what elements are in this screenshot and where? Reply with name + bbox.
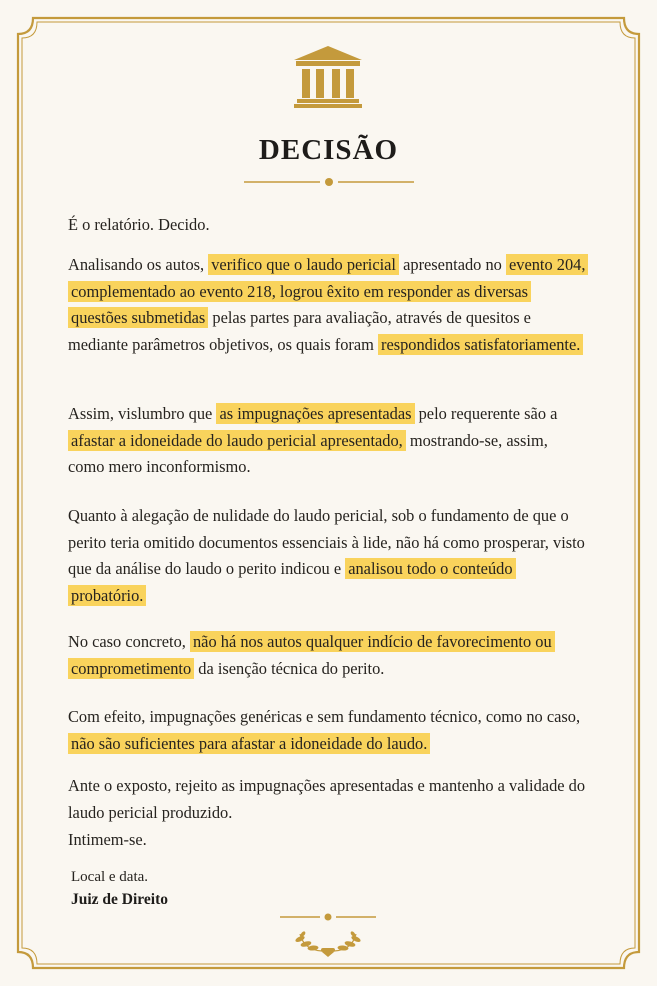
highlighted-text: evento 204, complementado ao evento 218, logrou êxito em responder as diversas questões submetidas bbox=[68, 254, 588, 328]
title-divider bbox=[244, 176, 414, 188]
text: Analisando os autos, bbox=[68, 255, 209, 274]
text: Ante o exposto, rejeito as impugnações apresentadas e mantenho a validade do laudo pericial produzido. bbox=[68, 776, 586, 822]
text: É o relatório. Decido. bbox=[68, 215, 210, 234]
highlighted-text: não são suficientes para afastar a idoneidade do laudo. bbox=[68, 733, 430, 754]
courthouse-columns-icon bbox=[292, 44, 364, 108]
paragraph-impugnacoes bbox=[68, 401, 588, 481]
paragraph-analise-laudo bbox=[68, 252, 588, 358]
highlighted-text: respondidos satisfatoriamente. bbox=[378, 334, 583, 355]
highlighted-text: as impugnações apresentadas bbox=[216, 403, 414, 424]
page-title: DECISÃO bbox=[258, 134, 399, 166]
text: No caso concreto, bbox=[68, 632, 190, 651]
text: da isenção técnica do perito. bbox=[194, 658, 385, 678]
paragraph-dispositivo bbox=[68, 773, 588, 826]
text: pelas partes para avaliação, através de quesitos e mediante parâmetros objetivos, os quais foram bbox=[68, 308, 531, 354]
text: Intimem-se. bbox=[68, 830, 147, 849]
highlighted-text: não há nos autos qualquer indício de favorecimento ou comprometimento bbox=[68, 631, 555, 679]
laurel-wreath-icon bbox=[292, 930, 364, 958]
paragraph-efeito bbox=[68, 704, 588, 757]
text: Quanto à alegação de nulidade do laudo pericial, sob o fundamento de que o perito teria omitido documentos essenciais à lide, não há como prosperar, visto que da análise do laudo o perito indicou e bbox=[68, 506, 585, 578]
paragraph-nulidade bbox=[68, 503, 588, 609]
paragraph-caso-concreto bbox=[68, 629, 588, 682]
paragraph-relatorio bbox=[68, 212, 588, 239]
signature-judge: Juiz de Direito bbox=[71, 891, 169, 908]
highlighted-text: verifico que o laudo pericial bbox=[208, 254, 399, 275]
text: pelo requerente são a bbox=[414, 404, 558, 423]
signature-place-date: Local e data. bbox=[71, 869, 149, 885]
text: Assim, vislumbro que bbox=[68, 404, 217, 423]
highlighted-text: analisou todo o conteúdo probatório. bbox=[68, 558, 516, 606]
highlighted-text: afastar a idoneidade do laudo pericial apresentado, bbox=[68, 430, 406, 451]
paragraph-intimem bbox=[68, 827, 588, 854]
text: Com efeito, impugnações genéricas e sem fundamento técnico, como no caso, bbox=[68, 707, 581, 726]
text: mostrando-se, assim, como mero inconformismo. bbox=[68, 430, 548, 476]
text: apresentado no bbox=[399, 255, 506, 274]
bottom-divider bbox=[280, 911, 376, 923]
